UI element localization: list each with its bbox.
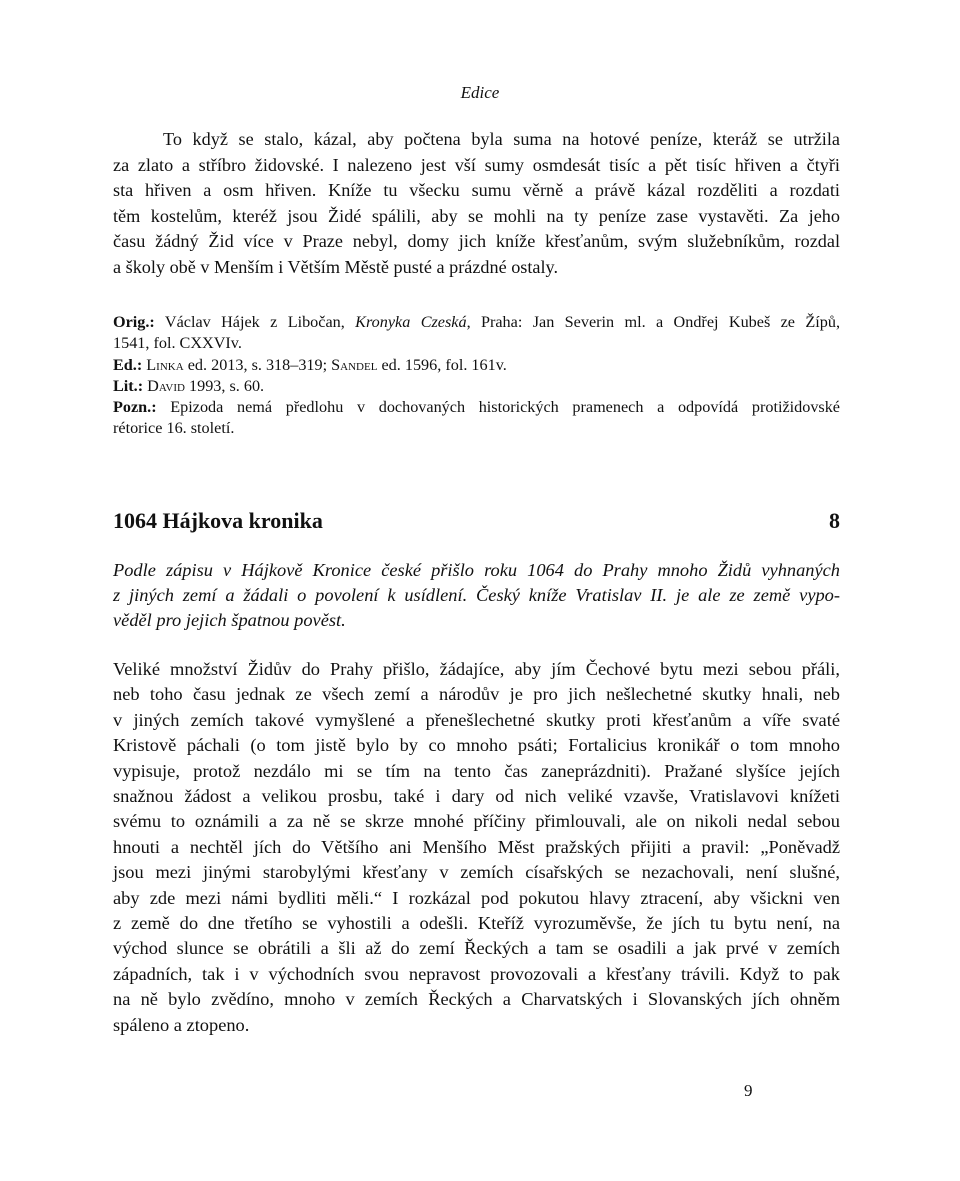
pozn-reference	[113, 397, 840, 418]
body-line: aby zde mezi námi bydliti měli.“ I rozkázal pod pokutou hlavy ztracení, aby všickni ven	[113, 887, 840, 908]
body-line: z země do dne třetího se vyhostili a odešli. Kteříž vyrozuměvše, že jích tu bytu není, na	[113, 913, 840, 934]
text-line: času žádný Žid více v Praze nebyl, domy jich kníže křesťanům, svým služebníkům, rozdal	[113, 231, 840, 252]
text-line: za zlato a stříbro židovské. I nalezeno jest vší sumy osmdesát tisíc a pět tisíc hřiven a čtyři	[113, 154, 840, 175]
abstract-line: Podle zápisu v Hájkově Kronice české přišlo roku 1064 do Prahy mnoho Židů vyhnaných	[113, 560, 840, 580]
running-head: Edice	[460, 83, 500, 102]
body-line: západních, tak i v východních svou nepravost provozovali a křesťany trávili. Když to pak	[113, 963, 840, 984]
body-line: Kristově páchali (o tom jistě bylo by co mnoho psáti; Fortalicius kronikář o tom mnoho	[113, 735, 840, 756]
lit-label: Lit.:	[113, 376, 144, 395]
abstract-line: věděl pro jejich špatnou pověst.	[113, 610, 346, 631]
abstract-line: z jiných zemí a žádali o povolení k usídlení. Český kníže Vratislav II. je ale ze země vypo-	[113, 585, 840, 606]
orig-label: Orig.:	[113, 313, 155, 331]
body-line: v jiných zemích takové vymyšlené a přenešlechetné skutky proti křesťanům a víře svaté	[113, 709, 840, 730]
top-paragraph	[113, 127, 840, 281]
text-line: To když se stalo, kázal, aby počtena byla suma na hotové peníze, kteráž se utržila	[163, 129, 840, 149]
lit-text-post: 1993, s. 60.	[184, 376, 265, 395]
pozn-reference-cont: rétorice 16. století.	[113, 419, 235, 438]
section-abstract	[113, 558, 840, 634]
ed-author-1: Linka	[146, 355, 184, 374]
pozn-label: Pozn.:	[113, 398, 157, 417]
orig-title: Kronyka Czeská	[355, 313, 467, 331]
orig-text-pre: Václav Hájek z Libočan,	[164, 313, 356, 331]
orig-reference-cont: 1541, fol. CXXVIv.	[113, 334, 242, 353]
references-block	[113, 312, 840, 440]
body-line: svému to oznámili a za ně se skrze mnohé příčiny přimlouvali, ale on nikoli nedal sebou	[113, 811, 840, 832]
section-number: 8	[829, 508, 840, 533]
text-line: těm kostelům, kteréž jsou Židé spálili, aby se mohli na ty peníze zase vystavěti. Za jeho	[113, 205, 840, 226]
ed-text-mid: ed. 2013, s. 318–319;	[183, 355, 332, 374]
ed-label: Ed.:	[113, 355, 143, 374]
orig-reference	[113, 312, 840, 333]
page-number: 9	[744, 1081, 753, 1100]
body-line: východ slunce se obrátili a šli až do zemí Řeckých a tam se osadili a jak prvé v zemích	[113, 938, 840, 959]
section-title: 1064 Hájkova kronika	[113, 508, 323, 533]
text-line: a školy obě v Menším i Větším Městě pusté a prázdné ostaly.	[113, 256, 559, 277]
body-line: neb toho času jednak ze všech zemí a národův je pro jich nešlechetné skutky hnali, neb	[113, 684, 840, 705]
ed-reference	[113, 355, 840, 376]
body-line: vypisuje, protož nezdálo mi se tím na tento čas zaneprázdniti). Pražané slyšíce jejích	[113, 760, 840, 781]
body-line: snažnou žádost a velikou prosbu, také i dary od nich veliké vzavše, Vratislavovi knížeti	[113, 786, 840, 807]
orig-text-post: , Praha: Jan Severin ml. a Ondřej Kubeš ze Žípů,	[466, 313, 840, 331]
text-line: sta hřiven a osm hřiven. Kníže tu všecku sumu věrně a právě kázal rozděliti a rozdati	[113, 180, 840, 201]
body-paragraph	[113, 657, 840, 1038]
body-line: jsou mezi jinými starobylými křesťany v zemích císařských se nezachovali, není slušné,	[113, 862, 840, 883]
section-heading	[113, 508, 840, 534]
lit-author: David	[147, 376, 185, 395]
body-line: Veliké množství Židův do Prahy přišlo, žádajíce, aby jím Čechové bytu mezi sebou přáli,	[113, 659, 840, 679]
lit-reference	[113, 376, 840, 397]
pozn-text: Epizoda nemá předlohu v dochovaných historických pramenech a odpovídá protižidovské	[170, 398, 840, 417]
body-line: spáleno a ztopeno.	[113, 1014, 250, 1035]
ed-text-post: ed. 1596, fol. 161v.	[377, 355, 507, 374]
ed-author-2: Sandel	[331, 355, 378, 374]
body-line: hnouti a nechtěl jích do Většího ani Menšího Měst pražských přijiti a pravil: „Poněvadž	[113, 836, 840, 857]
body-line: na ně bylo zvědíno, mnoho v zemích Řeckých a Charvatských i Slovanských jích ohněm	[113, 989, 840, 1010]
